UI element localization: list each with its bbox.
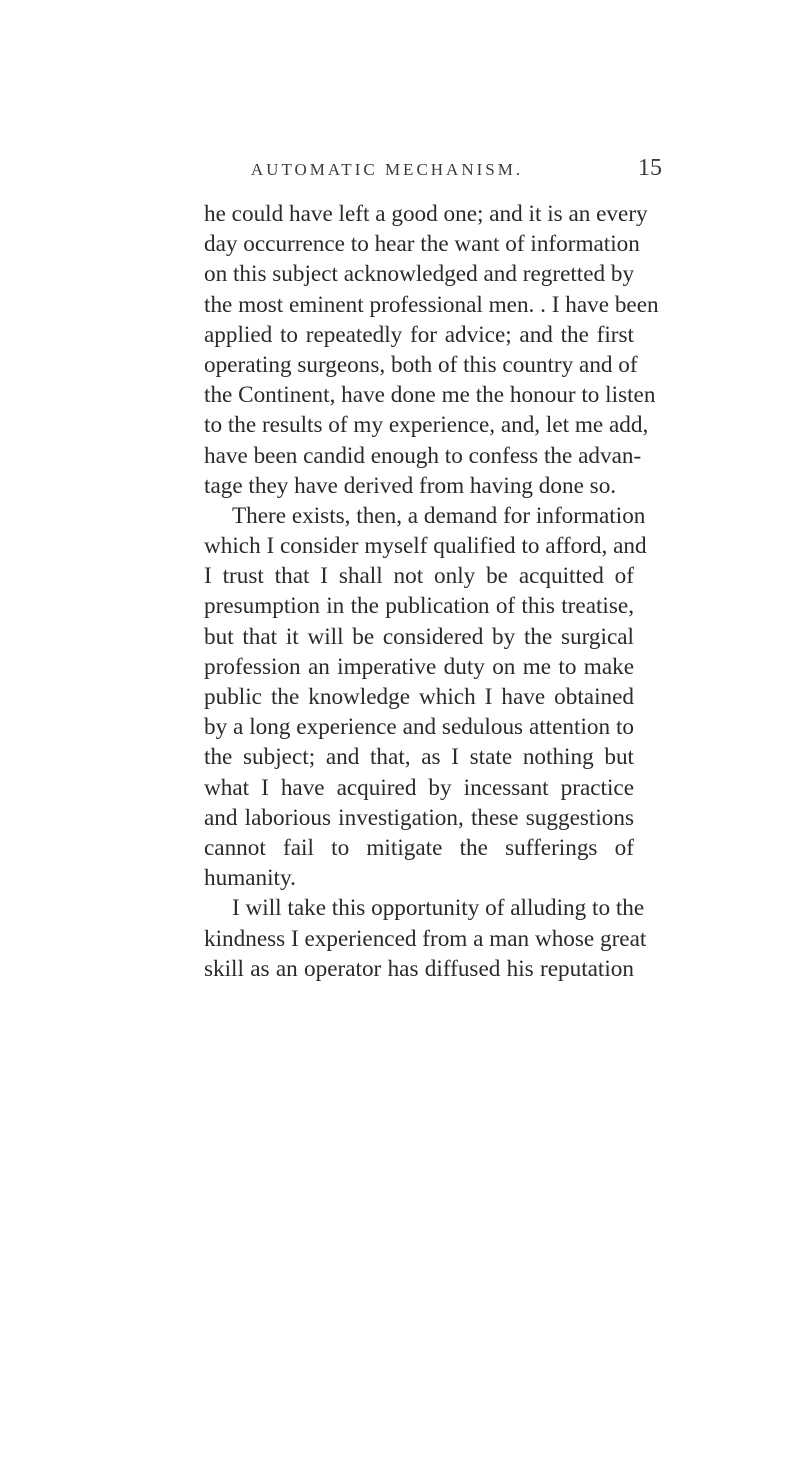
text-line: by a long experience and sedulous attention to [204,714,634,741]
text-line: public the knowledge which I have obtained [204,684,634,710]
running-head: AUTOMATIC MECHANISM. [250,160,524,179]
text-line: and laborious investigation, these suggestions [204,804,634,831]
text-line: but that it will be considered by the surgical [204,623,634,650]
text-line: the most eminent professional men. . I have been [204,291,659,318]
text-line: to the results of my experience, and, let me add, [204,412,649,439]
text-line: operating surgeons, both of this country and of [204,351,638,378]
text-line: presumption in the publication of this treatise, [204,593,634,620]
text-line: have been candid enough to confess the advan- [204,442,642,469]
paragraph-start-line: I will take this opportunity of alluding to the [232,895,645,922]
text-line: kindness I experienced from a man whose great [204,925,647,952]
text-line: applied to repeatedly for advice; and the first [204,321,634,348]
text-line: skill as an operator has diffused his reputation [204,955,634,982]
text-line: I trust that I shall not only be acquitted of [204,563,634,590]
text-line: profession an imperative duty on me to make [204,653,634,680]
paragraph-end-line: tage they have derived from having done so. [204,472,617,499]
page-number: 15 [638,155,662,181]
text-line: day occurrence to hear the want of information [204,231,640,258]
text-line: the Continent, have done me the honour to listen [204,382,656,409]
text-line: what I have acquired by incessant practice [204,774,634,801]
text-line: cannot fail to mitigate the sufferings of [204,834,634,861]
text-line: which I consider myself qualified to afford, and [204,533,647,560]
text-line: on this subject acknowledged and regretted by [204,261,635,288]
text-line: the subject; and that, as I state nothing but [204,744,634,771]
paragraph-end-line: humanity. [204,865,296,892]
text-line: he could have left a good one; and it is an every [204,201,648,227]
body-text [204,199,659,984]
paragraph-start-line: There exists, then, a demand for information [232,502,646,529]
